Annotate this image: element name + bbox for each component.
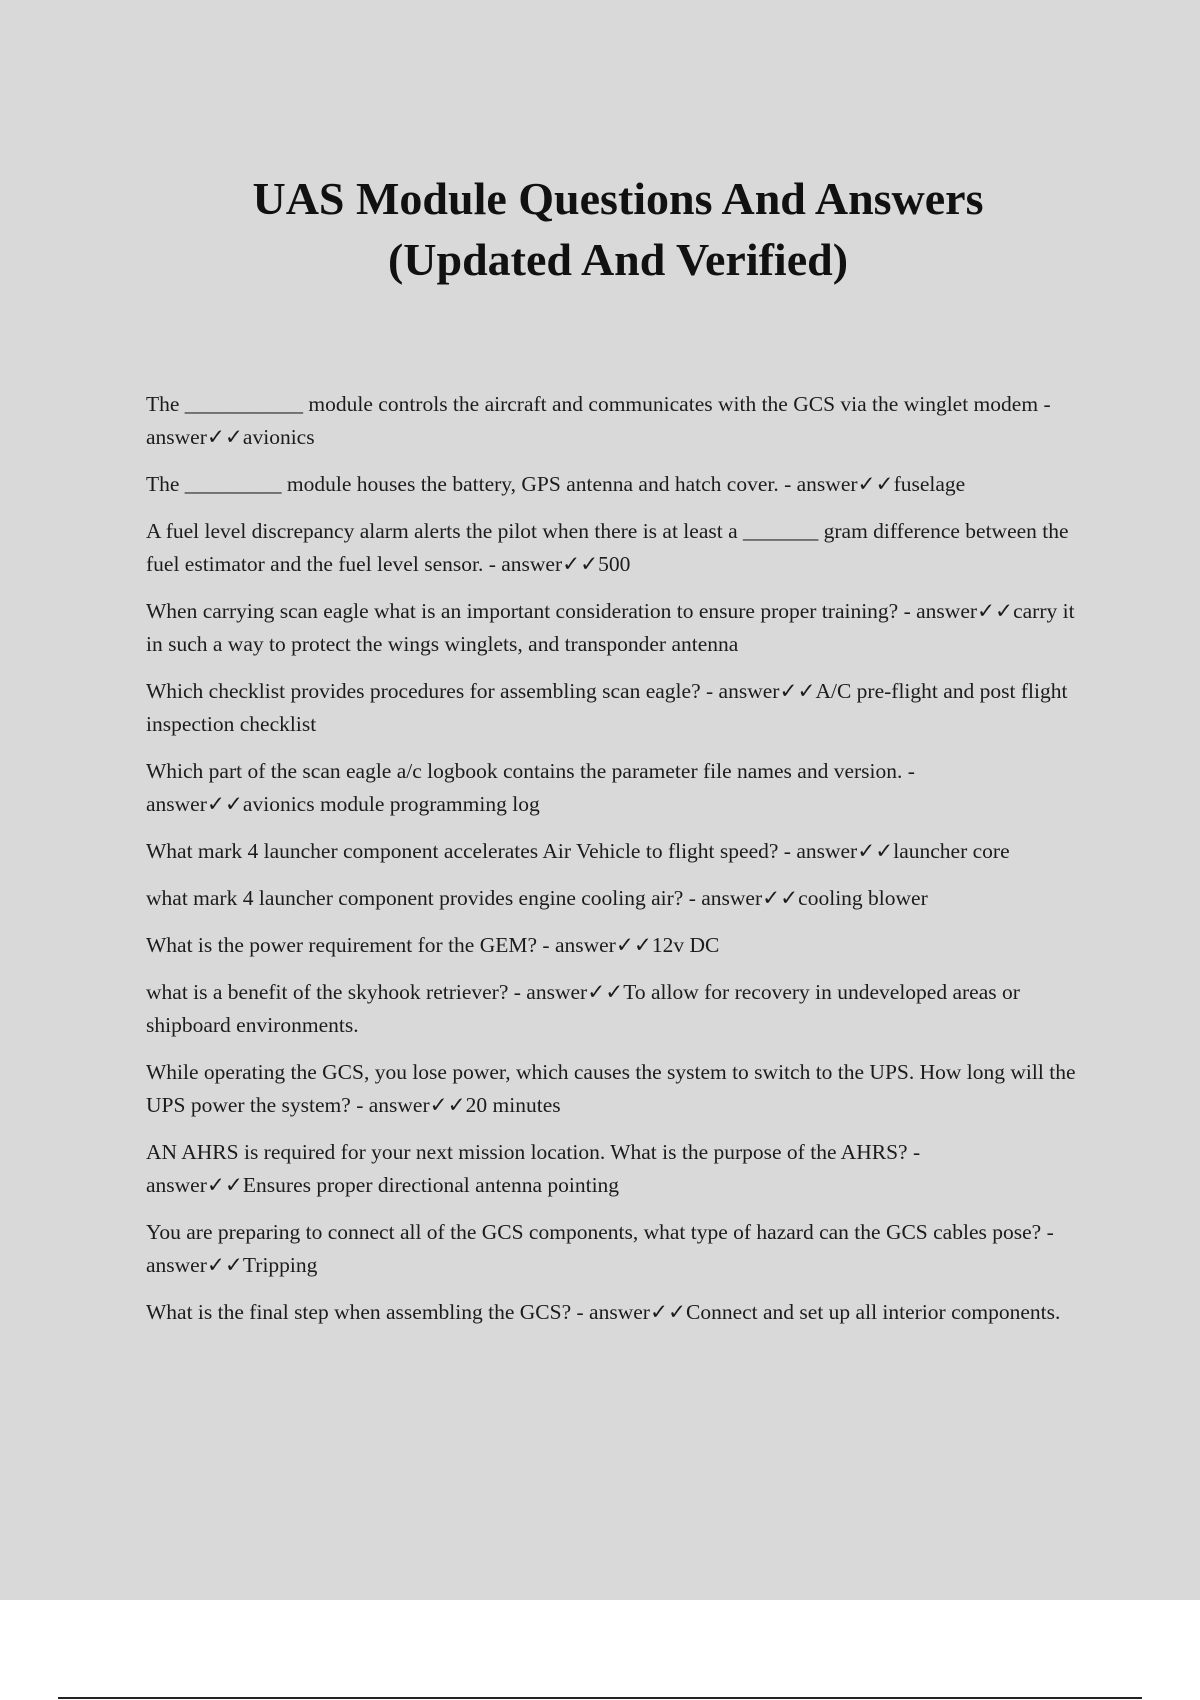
question-text: AN AHRS is required for your next mission location. What is the purpose of the AHRS? bbox=[146, 1140, 908, 1164]
answer-separator: - answer bbox=[898, 599, 978, 623]
answer-text: Ensures proper directional antenna pointing bbox=[242, 1173, 620, 1197]
answer-separator: - answer bbox=[350, 1093, 430, 1117]
question-text: The _________ module houses the battery, GPS antenna and hatch cover. bbox=[146, 472, 779, 496]
double-checkmark-icon: ✓✓ bbox=[762, 886, 799, 910]
question-text: What is the final step when assembling the GCS? bbox=[146, 1300, 572, 1324]
question-text: What mark 4 launcher component accelerates Air Vehicle to flight speed? bbox=[146, 839, 779, 863]
qa-item bbox=[146, 388, 1076, 454]
question-text: While operating the GCS, you lose power, which causes the system to switch to the UPS. How long will the UPS power the system? bbox=[146, 1060, 1076, 1117]
double-checkmark-icon: ✓✓ bbox=[562, 552, 599, 576]
document-title-line-1: UAS Module Questions And Answers bbox=[252, 173, 984, 224]
answer-separator: - answer bbox=[683, 886, 763, 910]
answer-text: carry it in such a way to protect the wings winglets, and transponder antenna bbox=[146, 599, 1075, 656]
question-text: A fuel level discrepancy alarm alerts the pilot when there is at least a _______ gram difference between the fuel estimator and the fuel level sensor. bbox=[146, 519, 1069, 576]
qa-item bbox=[146, 835, 1076, 868]
answer-separator: - answer bbox=[508, 980, 588, 1004]
double-checkmark-icon: ✓✓ bbox=[206, 1173, 243, 1197]
answer-text: To allow for recovery in undeveloped areas or shipboard environments. bbox=[146, 980, 1020, 1037]
document-title-line-2: (Updated And Verified) bbox=[387, 234, 849, 285]
answer-separator: - answer bbox=[146, 1140, 921, 1197]
answer-text: launcher core bbox=[893, 839, 1010, 863]
answer-separator: - answer bbox=[778, 839, 858, 863]
document-title bbox=[0, 168, 1200, 290]
qa-item bbox=[146, 468, 1076, 501]
question-text: what mark 4 launcher component provides engine cooling air? bbox=[146, 886, 684, 910]
answer-text: Connect and set up all interior components. bbox=[685, 1300, 1061, 1324]
answer-text: cooling blower bbox=[798, 886, 928, 910]
double-checkmark-icon: ✓✓ bbox=[429, 1093, 466, 1117]
answer-separator: - answer bbox=[700, 679, 780, 703]
question-text: You are preparing to connect all of the GCS components, what type of hazard can the GCS cables pose? bbox=[146, 1220, 1042, 1244]
question-text: Which checklist provides procedures for assembling scan eagle? bbox=[146, 679, 701, 703]
answer-text: fuselage bbox=[893, 472, 966, 496]
answer-text: Tripping bbox=[242, 1253, 318, 1277]
qa-item bbox=[146, 515, 1076, 581]
double-checkmark-icon: ✓✓ bbox=[649, 1300, 686, 1324]
qa-list bbox=[146, 388, 1076, 1343]
answer-separator: - answer bbox=[146, 392, 1051, 449]
question-text: The ___________ module controls the aircraft and communicates with the GCS via the winglet modem bbox=[146, 392, 1039, 416]
question-text: What is the power requirement for the GEM? bbox=[146, 933, 538, 957]
double-checkmark-icon: ✓✓ bbox=[206, 425, 243, 449]
double-checkmark-icon: ✓✓ bbox=[857, 472, 894, 496]
qa-item bbox=[146, 1216, 1076, 1282]
double-checkmark-icon: ✓✓ bbox=[857, 839, 894, 863]
qa-item bbox=[146, 675, 1076, 741]
question-text: When carrying scan eagle what is an important consideration to ensure proper training? bbox=[146, 599, 899, 623]
answer-text: avionics module programming log bbox=[242, 792, 540, 816]
answer-text: 20 minutes bbox=[465, 1093, 561, 1117]
qa-item bbox=[146, 882, 1076, 915]
double-checkmark-icon: ✓✓ bbox=[615, 933, 652, 957]
answer-text: avionics bbox=[242, 425, 315, 449]
answer-text: A/C pre-flight and post flight inspection checklist bbox=[146, 679, 1068, 736]
double-checkmark-icon: ✓✓ bbox=[206, 792, 243, 816]
qa-item bbox=[146, 1296, 1076, 1329]
answer-separator: - answer bbox=[146, 759, 915, 816]
answer-separator: - answer bbox=[778, 472, 858, 496]
question-text: what is a benefit of the skyhook retriever? bbox=[146, 980, 509, 1004]
answer-separator: - answer bbox=[483, 552, 563, 576]
double-checkmark-icon: ✓✓ bbox=[779, 679, 816, 703]
qa-item bbox=[146, 755, 1076, 821]
footer-divider bbox=[58, 1697, 1142, 1699]
double-checkmark-icon: ✓✓ bbox=[587, 980, 624, 1004]
double-checkmark-icon: ✓✓ bbox=[206, 1253, 243, 1277]
qa-item bbox=[146, 976, 1076, 1042]
answer-text: 500 bbox=[598, 552, 631, 576]
qa-item bbox=[146, 929, 1076, 962]
question-text: Which part of the scan eagle a/c logbook contains the parameter file names and version. bbox=[146, 759, 903, 783]
qa-item bbox=[146, 595, 1076, 661]
answer-text: 12v DC bbox=[651, 933, 720, 957]
answer-separator: - answer bbox=[571, 1300, 650, 1324]
answer-separator: - answer bbox=[146, 1220, 1054, 1277]
qa-item bbox=[146, 1056, 1076, 1122]
qa-item bbox=[146, 1136, 1076, 1202]
double-checkmark-icon: ✓✓ bbox=[977, 599, 1014, 623]
answer-separator: - answer bbox=[537, 933, 616, 957]
